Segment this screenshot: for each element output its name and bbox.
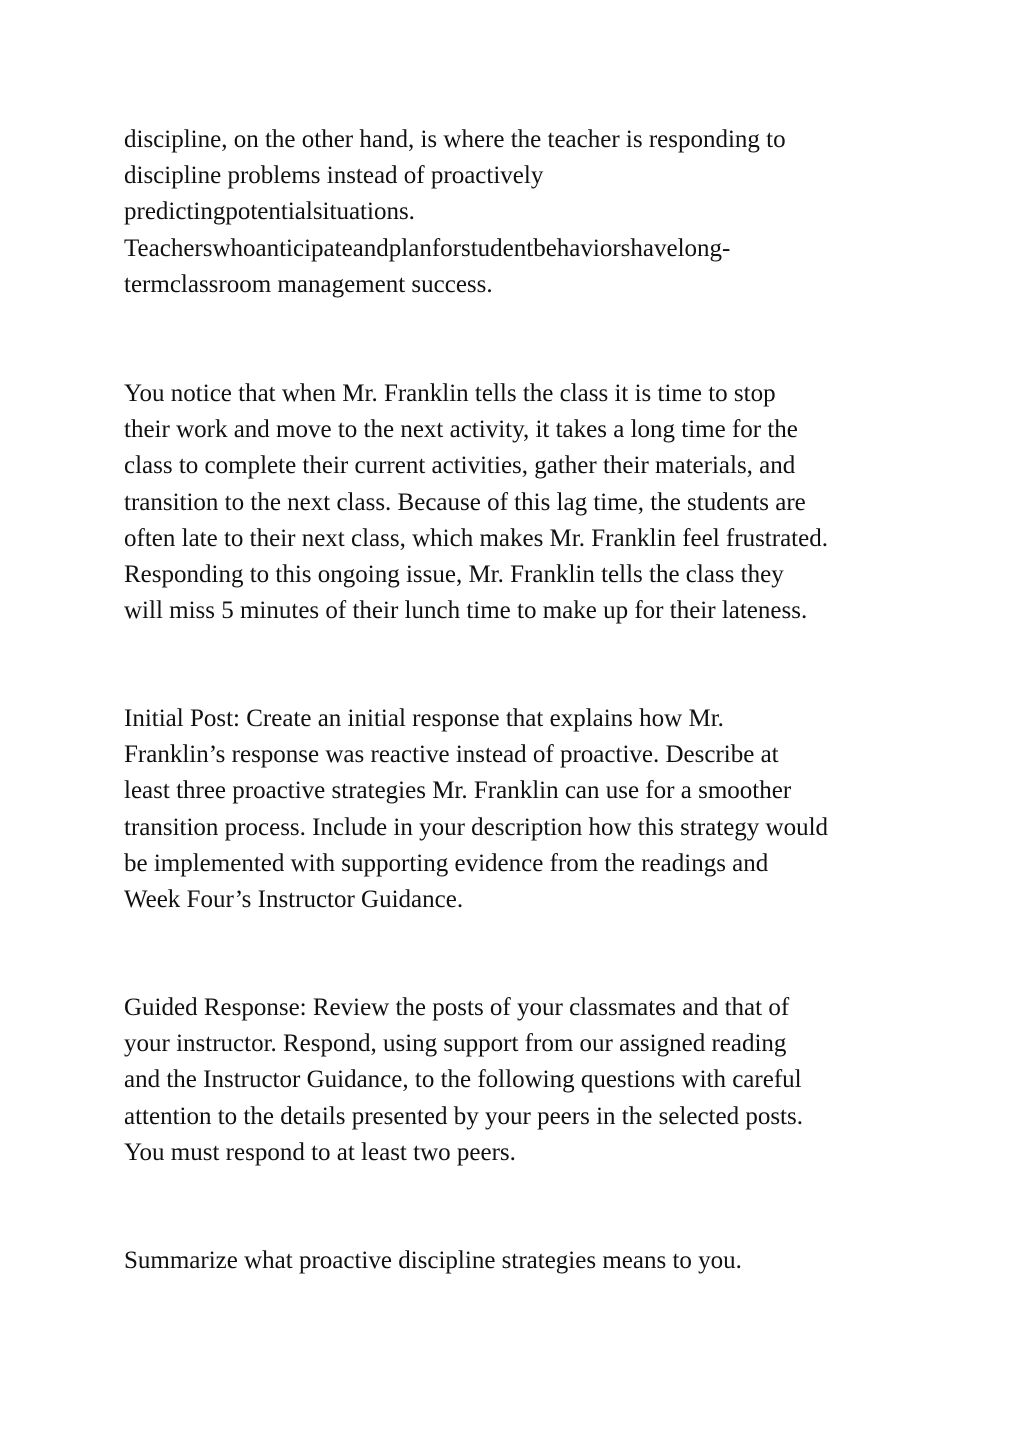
text-line: Franklin’s response was reactive instead of proactive. Describe at: [124, 741, 779, 769]
text-line: Initial Post: Create an initial response that explains how Mr.: [124, 705, 724, 732]
text-line: and the Instructor Guidance, to the following questions with careful: [124, 1066, 802, 1094]
text-line: will miss 5 minutes of their lunch time to make up for their lateness.: [124, 597, 808, 625]
paragraph-scenario: [124, 376, 924, 629]
text-line: You notice that when Mr. Franklin tells the class it is time to stop: [124, 380, 776, 407]
text-line: discipline, on the other hand, is where the teacher is responding to: [124, 126, 786, 153]
text-line: Summarize what proactive discipline strategies means to you.: [124, 1247, 742, 1274]
text-line: transition process. Include in your description how this strategy would: [124, 813, 829, 841]
text-line: often late to their next class, which makes Mr. Franklin feel frustrated.: [124, 524, 828, 552]
text-line: Responding to this ongoing issue, Mr. Franklin tells the class they: [124, 561, 784, 589]
text-line: attention to the details presented by your peers in the selected posts.: [124, 1102, 803, 1130]
paragraph-summary-prompt: [124, 1243, 924, 1279]
text-line: be implemented with supporting evidence from the readings and: [124, 849, 769, 877]
text-line: termclassroom management success.: [124, 270, 493, 298]
paragraph-reactive-discipline: [124, 122, 924, 303]
paragraph-guided-response: [124, 990, 924, 1171]
text-line: Week Four’s Instructor Guidance.: [124, 886, 464, 914]
text-line: predictingpotentialsituations.: [124, 198, 415, 226]
text-line: your instructor. Respond, using support from our assigned reading: [124, 1030, 787, 1058]
text-line: Guided Response: Review the posts of your classmates and that of: [124, 994, 790, 1021]
text-line: Teacherswhoanticipateandplanforstudentbehaviorshavelong-: [124, 234, 731, 262]
text-line: their work and move to the next activity, it takes a long time for the: [124, 416, 798, 444]
text-line: transition to the next class. Because of this lag time, the students are: [124, 488, 806, 516]
text-line: class to complete their current activities, gather their materials, and: [124, 452, 796, 480]
paragraph-initial-post: [124, 701, 924, 918]
text-line: least three proactive strategies Mr. Franklin can use for a smoother: [124, 777, 792, 805]
text-line: discipline problems instead of proactively: [124, 162, 544, 190]
text-line: You must respond to at least two peers.: [124, 1138, 516, 1166]
